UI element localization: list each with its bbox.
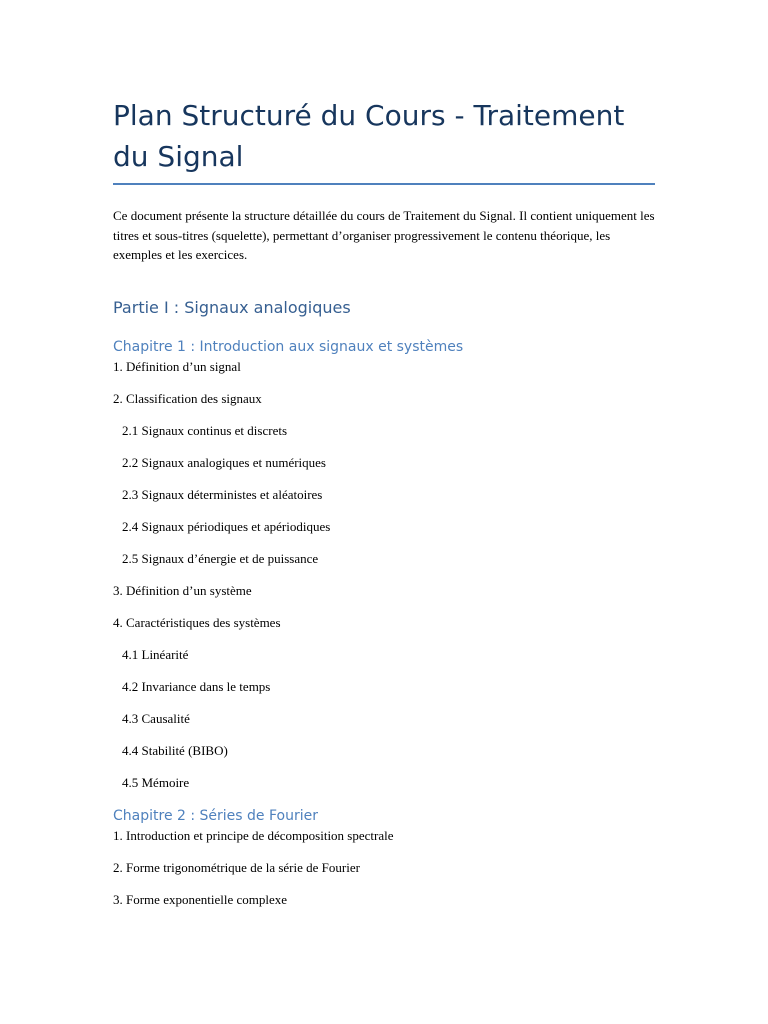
list-item: 4.2 Invariance dans le temps xyxy=(122,678,271,694)
list-item: 4.4 Stabilité (BIBO) xyxy=(122,742,228,758)
list-item: 4.5 Mémoire xyxy=(122,774,190,790)
intro-paragraph: Ce document présente la structure détaillée du cours de Traitement du Signal. Il contient uniquement les titres et sous-titres (squelette), permettant d’organiser progressivement le contenu théorique, les exemples et les exercices. xyxy=(113,208,655,262)
document-title: Plan Structuré du Cours - Traitement du Signal xyxy=(113,95,655,185)
list-item: 4.3 Causalité xyxy=(122,710,190,726)
list-item: 2.4 Signaux périodiques et apériodiques xyxy=(122,518,331,534)
list-item: 2.5 Signaux d’énergie et de puissance xyxy=(122,550,319,566)
chapter-2-list xyxy=(113,827,655,908)
list-item: 2. Classification des signaux xyxy=(113,390,262,406)
list-item: 2.3 Signaux déterministes et aléatoires xyxy=(122,486,323,502)
list-item: 3. Définition d’un système xyxy=(113,582,252,598)
list-item: 1. Définition d’un signal xyxy=(113,358,241,374)
part-heading: Partie I : Signaux analogiques xyxy=(113,297,351,317)
document-page xyxy=(113,95,655,923)
list-item: 2.1 Signaux continus et discrets xyxy=(122,422,288,438)
chapter-1-heading: Chapitre 1 : Introduction aux signaux et systèmes xyxy=(113,338,464,355)
chapter-2-heading: Chapitre 2 : Séries de Fourier xyxy=(113,807,318,824)
list-item: 1. Introduction et principe de décomposition spectrale xyxy=(113,827,394,843)
list-item: 3. Forme exponentielle complexe xyxy=(113,891,288,907)
chapter-1-list xyxy=(113,358,655,791)
list-item: 4.1 Linéarité xyxy=(122,646,189,662)
list-item: 4. Caractéristiques des systèmes xyxy=(113,614,281,630)
list-item: 2. Forme trigonométrique de la série de Fourier xyxy=(113,859,360,875)
list-item: 2.2 Signaux analogiques et numériques xyxy=(122,454,326,470)
